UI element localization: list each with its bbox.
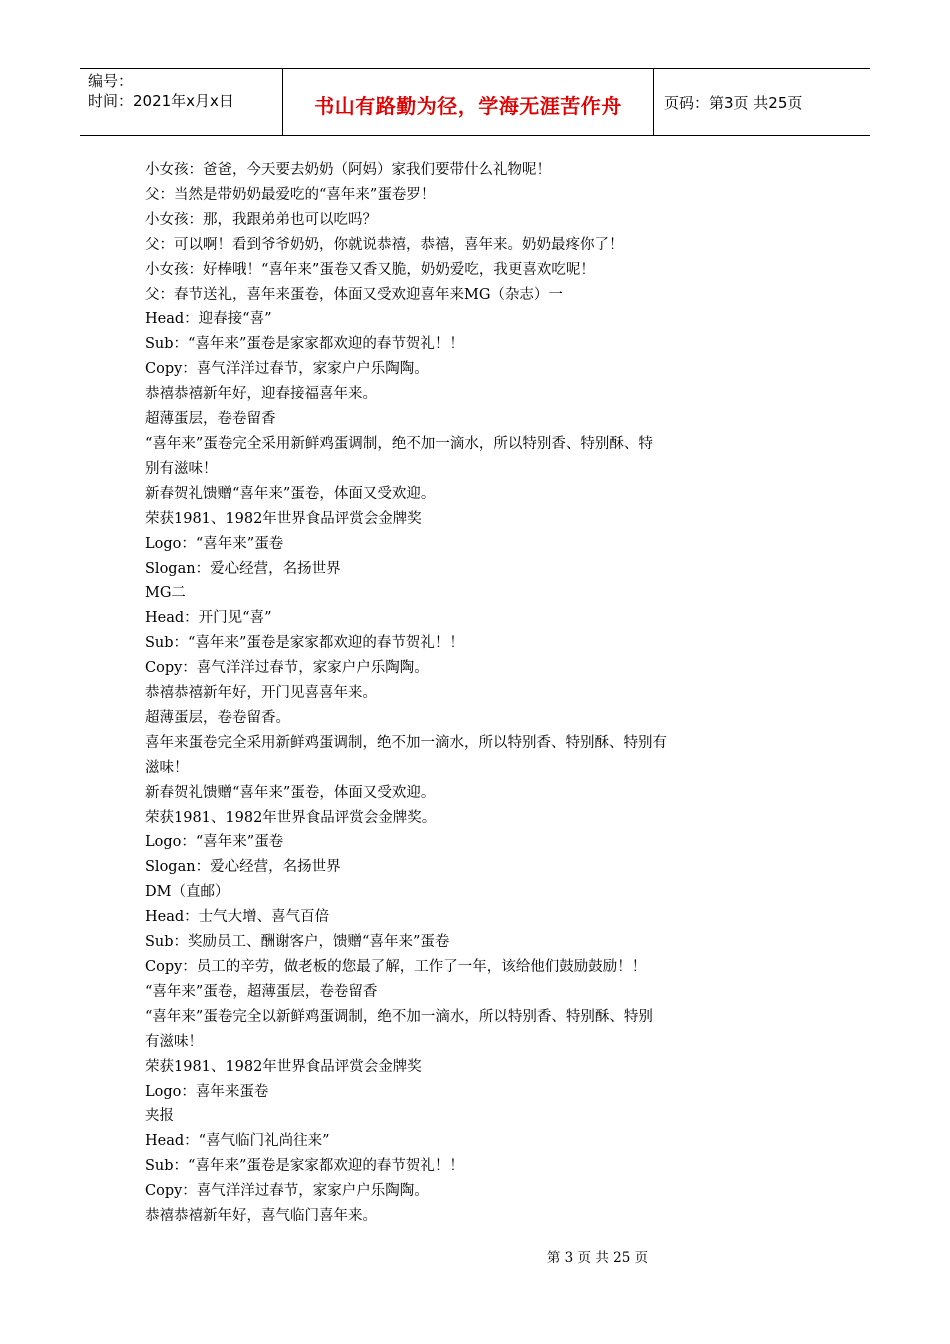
text-line: 小女孩：好棒哦！“喜年来”蛋卷又香又脆，奶奶爱吃，我更喜欢吃呢！ — [145, 261, 595, 278]
text-line: 恭禧恭禧新年好，开门见喜喜年来。 — [145, 685, 377, 702]
text-line: Logo：“喜年来”蛋卷 — [145, 535, 284, 552]
text-line: 父：可以啊！看到爷爷奶奶，你就说恭禧，恭禧，喜年来。奶奶最疼你了！ — [145, 236, 624, 253]
text-line: Copy：喜气洋洋过春节，家家户户乐陶陶。 — [145, 361, 429, 378]
text-line: 新春贺礼馈赠“喜年来”蛋卷，体面又受欢迎。 — [145, 784, 436, 801]
text-line: 超薄蛋层，卷卷留香 — [145, 411, 276, 428]
document-time-label: 时间：2021年x月x日 — [88, 92, 234, 110]
text-line: MG二 — [145, 585, 186, 602]
header-motto: 书山有路勤为径，学海无涯苦作舟 — [282, 69, 654, 135]
text-line: “喜年来”蛋卷完全以新鲜鸡蛋调制，绝不加一滴水，所以特别香、特别酥、特别 — [145, 1008, 653, 1025]
text-line: 父：春节送礼，喜年来蛋卷，体面又受欢迎喜年来MG（杂志）一 — [145, 286, 563, 303]
text-line: Head：开门见“喜” — [145, 610, 272, 627]
text-line: 恭禧恭禧新年好，迎春接福喜年来。 — [145, 386, 377, 403]
text-line: 小女孩：那，我跟弟弟也可以吃吗？ — [145, 211, 377, 228]
text-line: Sub：“喜年来”蛋卷是家家都欢迎的春节贺礼！！ — [145, 1158, 464, 1175]
header-meta — [80, 69, 282, 135]
text-line: Head：迎春接“喜” — [145, 311, 272, 328]
text-line: 荣获1981、1982年世界食品评赏会金牌奖 — [145, 1058, 422, 1075]
text-line: Logo：“喜年来”蛋卷 — [145, 834, 284, 851]
text-line: Head：“喜气临门礼尚往来” — [145, 1133, 330, 1150]
text-line: 荣获1981、1982年世界食品评赏会金牌奖 — [145, 510, 422, 527]
text-line: Logo：喜年来蛋卷 — [145, 1083, 269, 1100]
text-line: 新春贺礼馈赠“喜年来”蛋卷，体面又受欢迎。 — [145, 485, 436, 502]
text-line: 滋味！ — [145, 759, 189, 776]
text-line: Sub：“喜年来”蛋卷是家家都欢迎的春节贺礼！！ — [145, 635, 464, 652]
text-line: Sub：奖励员工、酬谢客户，馈赠“喜年来”蛋卷 — [145, 934, 450, 951]
text-line: Head：士气大增、喜气百倍 — [145, 909, 330, 926]
text-line: 超薄蛋层，卷卷留香。 — [145, 709, 290, 726]
text-line: 父：当然是带奶奶最爱吃的“喜年来”蛋卷罗！ — [145, 186, 436, 203]
text-line: 有滋味！ — [145, 1033, 203, 1050]
document-number-label: 编号： — [88, 72, 134, 90]
text-line: 喜年来蛋卷完全采用新鲜鸡蛋调制，绝不加一滴水，所以特别香、特别酥、特别有 — [145, 734, 667, 751]
text-line: Copy：喜气洋洋过春节，家家户户乐陶陶。 — [145, 660, 429, 677]
text-line: Copy：员工的辛劳，做老板的您最了解，工作了一年，该给他们鼓励鼓励！！ — [145, 959, 647, 975]
text-line: Slogan：爱心经营，名扬世界 — [145, 859, 341, 876]
page-footer: 第 3 页 共 25 页 — [546, 1250, 649, 1266]
text-line: 恭禧恭禧新年好，喜气临门喜年来。 — [145, 1208, 377, 1225]
document-body — [145, 158, 725, 1229]
text-line: Copy：喜气洋洋过春节，家家户户乐陶陶。 — [145, 1183, 429, 1200]
text-line: Sub：“喜年来”蛋卷是家家都欢迎的春节贺礼！！ — [145, 336, 464, 353]
text-line: Slogan：爱心经营，名扬世界 — [145, 560, 341, 577]
text-line: 别有滋味！ — [145, 460, 218, 477]
text-line: 荣获1981、1982年世界食品评赏会金牌奖。 — [145, 809, 437, 826]
page-header — [80, 68, 870, 136]
text-line: “喜年来”蛋卷，超薄蛋层，卷卷留香 — [145, 983, 378, 1000]
header-page-info: 页码：第3页 共25页 — [664, 93, 803, 112]
text-line: DM（直邮） — [145, 884, 230, 901]
text-line: 夹报 — [145, 1108, 174, 1125]
text-line: 小女孩：爸爸，今天要去奶奶（阿妈）家我们要带什么礼物呢！ — [145, 162, 551, 178]
text-line: “喜年来”蛋卷完全采用新鲜鸡蛋调制，绝不加一滴水，所以特别香、特别酥、特 — [145, 435, 653, 452]
